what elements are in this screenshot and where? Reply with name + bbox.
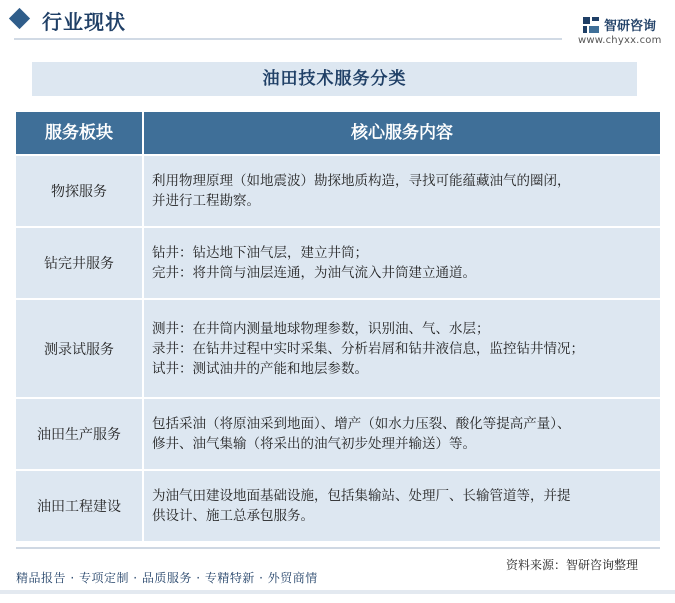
table-row	[16, 399, 660, 469]
column-header-category: 服务板块	[45, 123, 113, 143]
row-category: 油田工程建设	[37, 499, 121, 515]
content-line: 供设计、施工总承包服务。	[152, 508, 314, 524]
content-line: 修井、油气集输（将采出的油气初步处理并输送）等。	[152, 436, 476, 452]
content-line: 试井：测试油井的产能和地层参数。	[152, 360, 368, 377]
content-line: 录井：在钻井过程中实时采集、分析岩屑和钻井液信息，监控钻井情况；	[152, 340, 584, 357]
table-row	[16, 300, 660, 397]
section-header	[0, 0, 675, 52]
brand-url: www.chyxx.com	[578, 35, 662, 46]
row-category: 油田生产服务	[37, 427, 121, 443]
content-line: 为油气田建设地面基础设施，包括集输站、处理厂、长输管道等，并提	[152, 488, 571, 504]
content-line: 钻井：钻达地下油气层，建立井筒；	[152, 245, 368, 261]
source-note: 资料来源：智研咨询整理	[506, 558, 639, 572]
content-line: 包括采油（将原油采到地面）、增产（如水力压裂、酸化等提高产量）、	[152, 416, 571, 432]
header-divider	[14, 38, 562, 40]
row-category: 物探服务	[51, 184, 107, 200]
brand-name: 智研咨询	[604, 19, 657, 34]
row-content	[144, 471, 660, 541]
footer-stripe	[0, 590, 675, 594]
row-content	[144, 300, 660, 397]
footer-services: 精品报告 · 专项定制 · 品质服务 · 专精特新 · 外贸商情	[16, 571, 318, 585]
content-line: 测井：在井筒内测量地球物理参数，识别油、气、水层；	[152, 320, 490, 337]
row-category: 测录试服务	[44, 341, 114, 358]
row-content	[144, 399, 660, 469]
table-row	[16, 471, 660, 541]
table-row	[16, 156, 660, 226]
section-title: 行业现状	[42, 10, 126, 34]
table-header	[16, 112, 660, 154]
row-content	[144, 156, 660, 226]
table-title: 油田技术服务分类	[32, 62, 637, 96]
content-line: 完井：将井筒与油层连通，为油气流入井筒建立通道。	[152, 265, 476, 281]
table-row	[16, 228, 660, 298]
row-category: 钻完井服务	[44, 256, 114, 272]
brand-logo-icon	[582, 16, 600, 34]
content-line: 利用物理原理（如地震波）勘探地质构造，寻找可能蕴藏油气的圈闭，	[152, 173, 571, 189]
diamond-icon	[9, 8, 30, 29]
content-line: 并进行工程勘察。	[152, 193, 260, 209]
table-bottom-divider	[16, 547, 660, 549]
column-header-content: 核心服务内容	[351, 123, 453, 143]
row-content	[144, 228, 660, 298]
